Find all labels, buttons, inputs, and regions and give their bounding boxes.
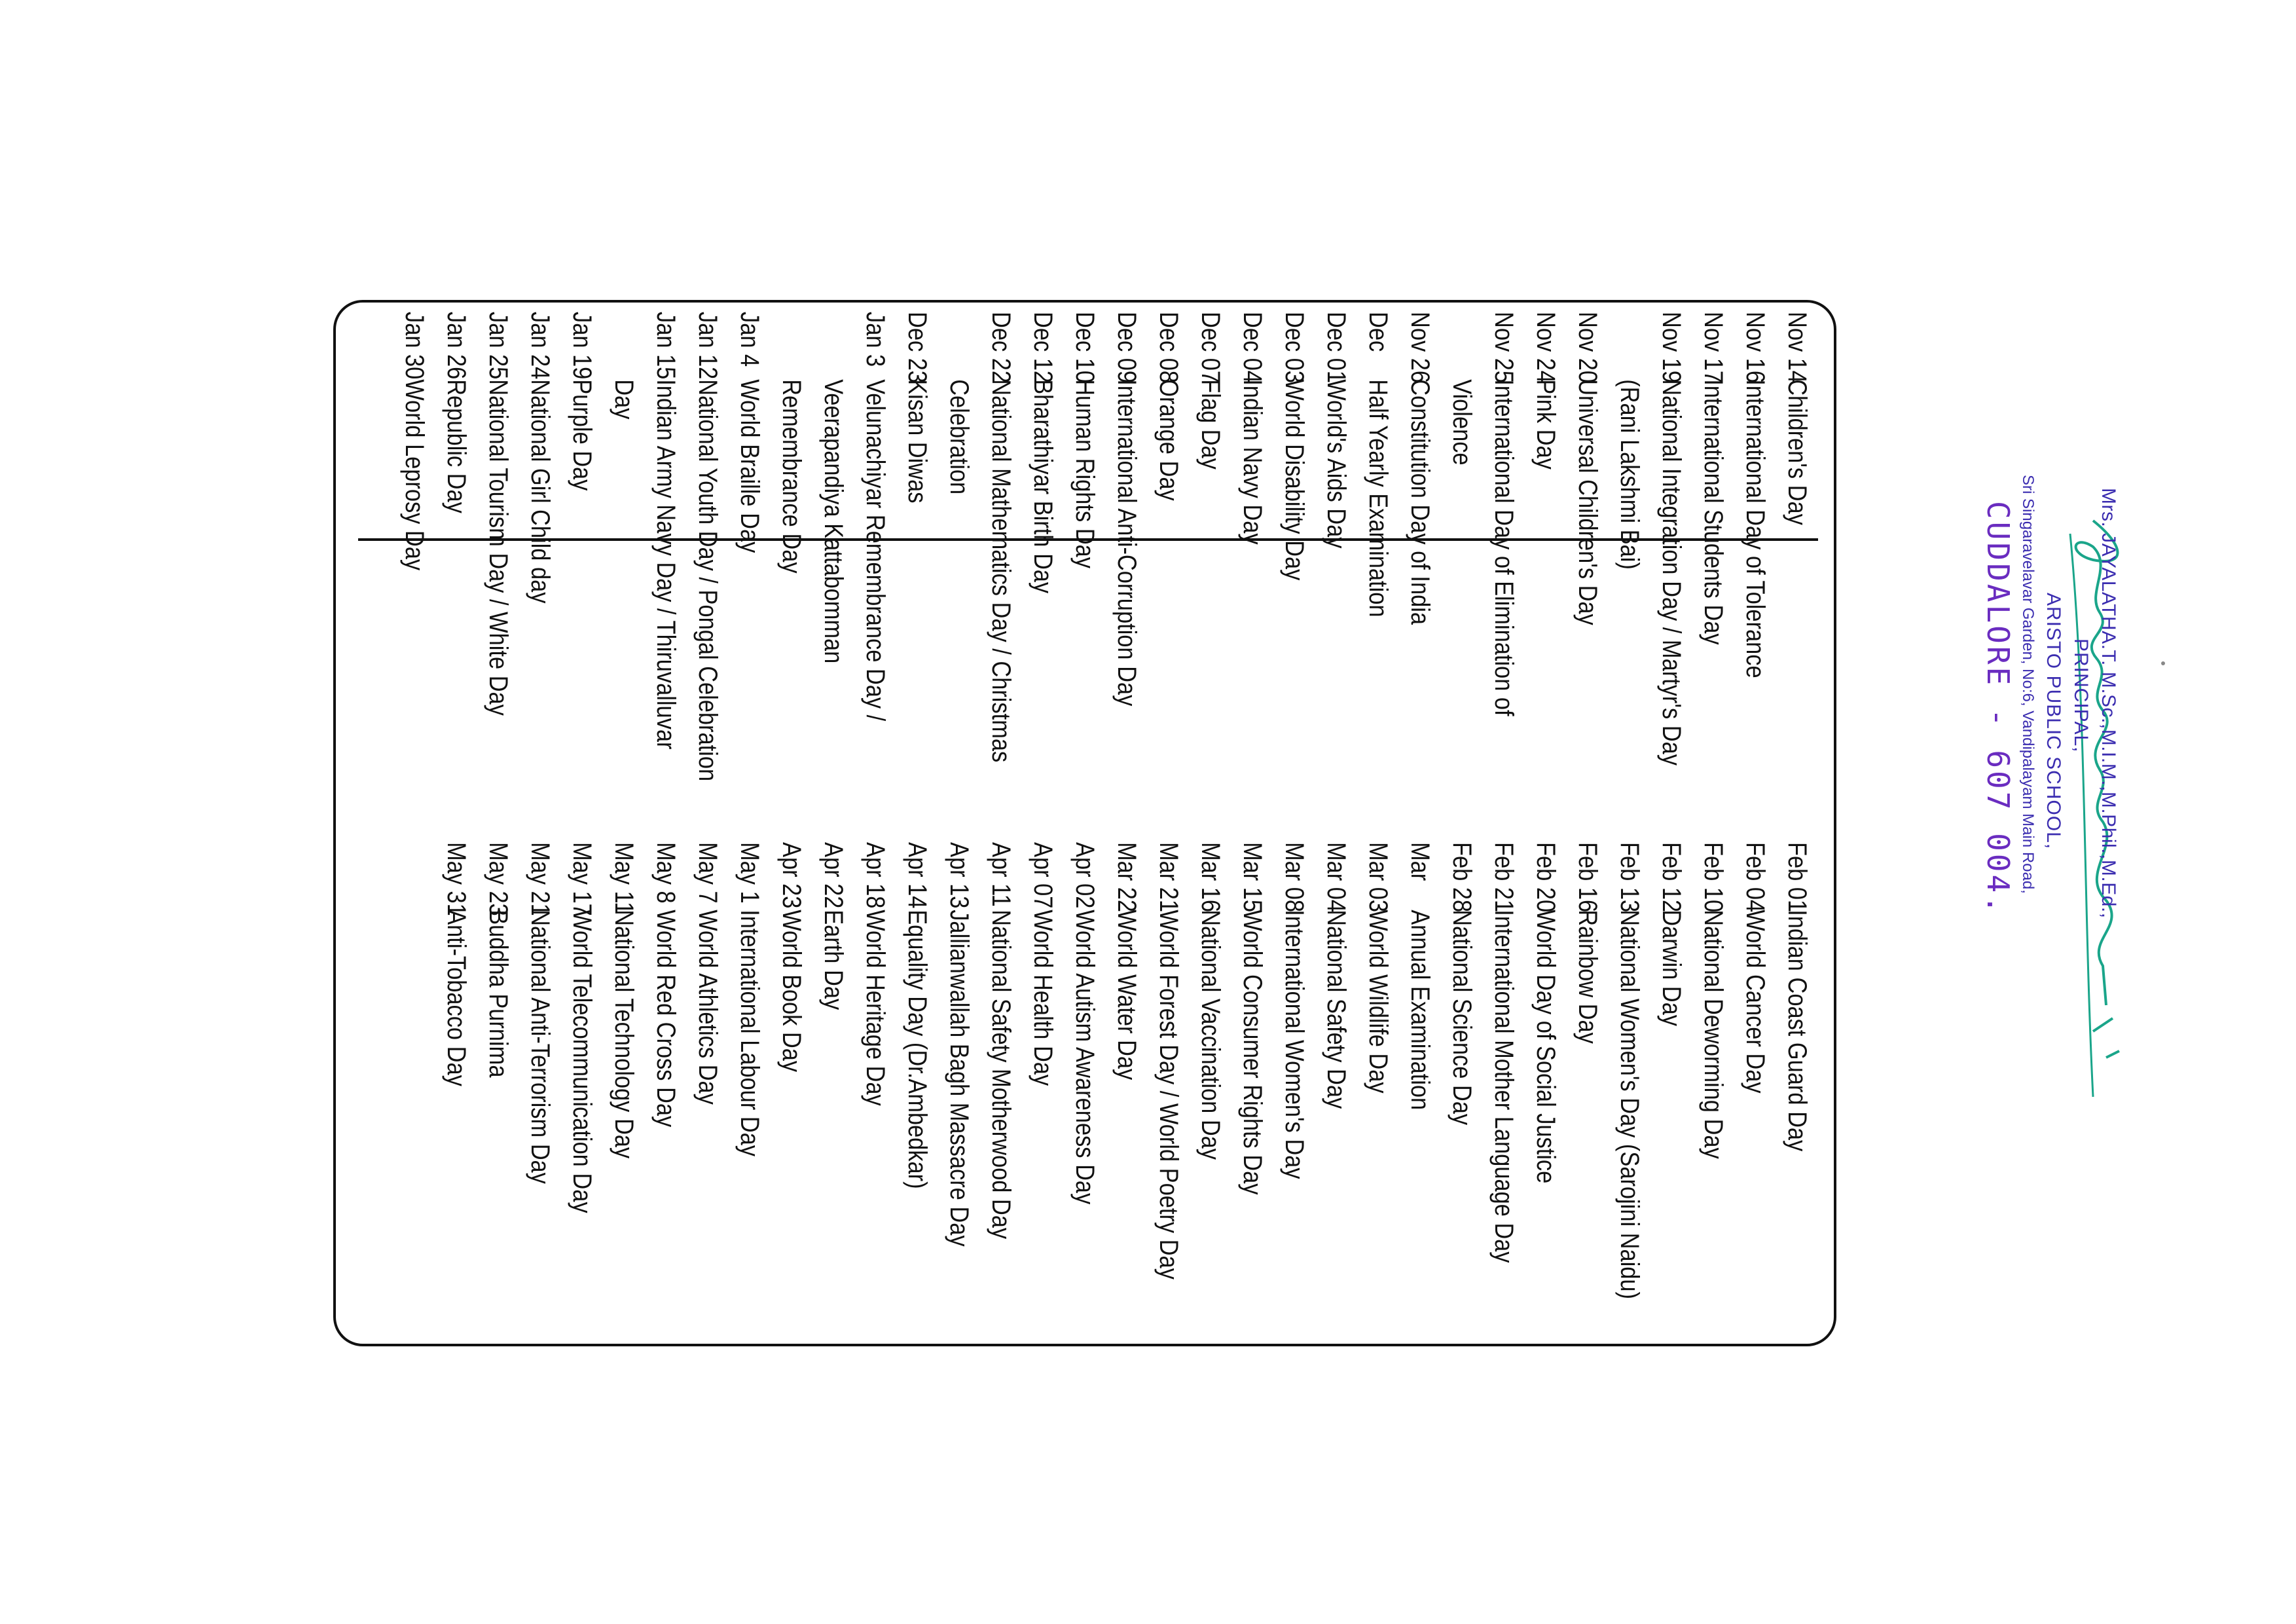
event-row	[812, 842, 854, 1319]
event-row	[1106, 842, 1148, 1319]
event-date: Dec 12	[1029, 312, 1057, 384]
event-date: May 11	[610, 842, 638, 915]
event-date: Nov 16	[1741, 312, 1770, 384]
event-row	[1022, 842, 1064, 1319]
event-date: Feb 20	[1531, 842, 1560, 913]
event-date: Feb 12	[1657, 842, 1686, 913]
event-date: Nov 26	[1406, 312, 1434, 384]
event-date: May 23	[484, 842, 513, 916]
event-row	[1190, 842, 1231, 1319]
event-row	[1190, 312, 1231, 788]
event-row	[729, 842, 771, 1319]
event-row	[1106, 312, 1148, 788]
stamp-school: ARISTO PUBLIC SCHOOL,	[2043, 593, 2064, 850]
event-row	[1776, 842, 1818, 1319]
event-row	[1231, 312, 1273, 788]
event-date: Apr 22	[819, 842, 848, 909]
event-row	[519, 842, 561, 1319]
event-row	[1734, 312, 1776, 788]
event-date: May 7	[693, 842, 722, 904]
event-date: Feb 28	[1448, 842, 1476, 913]
event-name: National Safety Motherwood Day	[987, 910, 1015, 1240]
event-row	[393, 312, 435, 788]
event-date: Jan 3	[861, 312, 890, 367]
event-row	[1525, 842, 1567, 1319]
event-row	[771, 842, 812, 1319]
event-row	[1567, 312, 1609, 788]
event-name: Flag Day	[1196, 379, 1225, 470]
event-date: Feb 13	[1615, 842, 1644, 913]
event-date: Nov 17	[1699, 312, 1728, 384]
event-date: Jan 25	[484, 312, 513, 380]
event-date: Dec 10	[1070, 312, 1099, 384]
event-date: Dec 01	[1322, 312, 1351, 384]
event-row	[729, 312, 771, 788]
stamp-city: CUDDALORE - 607 004.	[1980, 501, 2016, 916]
event-row	[435, 312, 477, 788]
event-row	[1734, 842, 1776, 1319]
event-date: May 17	[568, 842, 596, 916]
event-row	[519, 312, 561, 788]
event-date: Apr 07	[1029, 842, 1057, 909]
event-name: Rainbow Day	[1573, 910, 1602, 1044]
event-date: Jan 26	[442, 312, 471, 380]
event-row	[896, 312, 938, 788]
event-date: Jan 30	[400, 312, 429, 380]
event-date: May 1	[735, 842, 764, 904]
event-name: International Students Day	[1699, 379, 1728, 645]
event-name: Half Yearly Examination	[1364, 379, 1393, 618]
event-name: National Deworming Day	[1699, 910, 1728, 1159]
event-name: International Anti-Corruption Day	[1112, 379, 1141, 707]
event-date: Dec 22	[987, 312, 1015, 384]
event-row	[771, 312, 896, 788]
event-name: National Girl Child day	[526, 379, 555, 604]
event-row	[687, 312, 729, 788]
event-row	[1650, 842, 1692, 1319]
stamp-title: PRINCIPAL,	[2070, 638, 2092, 753]
event-row	[1692, 312, 1734, 788]
event-name: Jallianwallah Bagh Massacre Day	[945, 910, 974, 1247]
event-name: National Science Day	[1448, 910, 1476, 1126]
event-row	[1148, 312, 1190, 788]
event-name: National Safety Day	[1322, 910, 1351, 1109]
event-row	[1064, 842, 1106, 1319]
event-name: National Vaccination Day	[1196, 910, 1225, 1160]
event-date: Apr 23	[777, 842, 806, 909]
event-date: Mar 16	[1196, 842, 1225, 913]
event-name: World Autism Awareness Day	[1070, 910, 1099, 1205]
event-name: Velunachiyar Remembrance Day / Veerapandiya Kattabomman Remembrance Day	[777, 379, 890, 722]
event-name: World Athletics Day	[693, 910, 722, 1105]
event-date: Apr 18	[861, 842, 890, 909]
event-row	[435, 842, 477, 1319]
event-date: Mar 03	[1364, 842, 1393, 913]
event-row	[1776, 312, 1818, 788]
event-date: May 31	[442, 842, 471, 916]
event-date: Feb 10	[1699, 842, 1728, 913]
event-name: Earth Day	[819, 910, 848, 1010]
event-date: Mar 08	[1280, 842, 1309, 913]
event-date: Mar 04	[1322, 842, 1351, 913]
event-name: National Women's Day (Sarojini Naidu)	[1615, 910, 1644, 1299]
event-row	[477, 842, 519, 1319]
event-name: Republic Day	[442, 379, 471, 513]
event-row	[477, 312, 519, 788]
event-row	[561, 312, 603, 788]
left-events-list	[393, 312, 1818, 790]
event-row	[1273, 312, 1315, 788]
event-date: Mar 15	[1238, 842, 1267, 913]
event-name: Annual Examination	[1406, 910, 1434, 1111]
event-name: Indian Navy Day	[1238, 379, 1267, 545]
event-name: World Braille Day	[735, 379, 764, 553]
event-name: National Anti-Terrorism Day	[526, 910, 555, 1184]
event-name: Indian Coast Guard Day	[1783, 910, 1812, 1152]
event-name: World Water Day	[1112, 910, 1141, 1080]
event-date: Jan 15	[651, 312, 680, 380]
event-name: National Tourism Day / White Day	[484, 379, 513, 716]
event-row	[1441, 312, 1525, 788]
event-date: Dec 08	[1154, 312, 1183, 384]
event-row	[1399, 842, 1441, 1319]
event-row	[1148, 842, 1190, 1319]
event-name: Indian Army Navy Day / Thiruvalluvar Day	[610, 379, 680, 750]
event-date: Feb 21	[1489, 842, 1518, 913]
event-row	[645, 842, 687, 1319]
event-name: World Consumer Rights Day	[1238, 910, 1267, 1195]
event-name: World Red Cross Day	[651, 910, 680, 1128]
event-date: Apr 02	[1070, 842, 1099, 909]
event-row	[1022, 312, 1064, 788]
event-name: Human Rights Day	[1070, 379, 1099, 568]
stamp-address: Sri Singaravelavar Garden, No:6, Vandipalayam Main Road,	[2019, 475, 2037, 894]
event-row	[1441, 842, 1483, 1319]
event-row	[1567, 842, 1609, 1319]
event-date: Nov 14	[1783, 312, 1812, 384]
event-date: Dec 07	[1196, 312, 1225, 384]
event-date: Jan 4	[735, 312, 764, 367]
event-name: National Mathematics Day / Christmas Celebration	[945, 379, 1015, 763]
event-date: Apr 11	[987, 842, 1015, 907]
event-row	[561, 842, 603, 1319]
event-date: Mar	[1406, 842, 1434, 881]
event-name: Darwin Day	[1657, 910, 1686, 1026]
event-date: Feb 01	[1783, 842, 1812, 913]
event-name: Buddha Purnima	[484, 910, 513, 1078]
event-row	[938, 842, 980, 1319]
event-row	[1315, 312, 1357, 788]
event-row	[1399, 312, 1441, 788]
event-name: World Wildlife Day	[1364, 910, 1393, 1094]
event-name: National Integration Day / Martyr's Day (Rani Lakshmi Bai)	[1615, 379, 1686, 766]
event-name: Kisan Diwas	[903, 379, 932, 504]
event-name: National Youth Day / Pongal Celebration	[693, 379, 722, 782]
event-row	[687, 842, 729, 1319]
event-row	[896, 842, 938, 1319]
event-date: Feb 16	[1573, 842, 1602, 913]
event-date: Mar 21	[1154, 842, 1183, 913]
event-name: Equality Day (Dr.Ambedkar)	[903, 910, 932, 1189]
event-date: Dec 04	[1238, 312, 1267, 384]
event-name: World Cancer Day	[1741, 910, 1770, 1094]
event-name: Bharathiyar Birth Day	[1029, 379, 1057, 594]
event-date: Apr 14	[903, 842, 932, 909]
signature-image	[2060, 507, 2132, 1149]
speck	[2161, 661, 2165, 665]
event-date: Mar 22	[1112, 842, 1141, 913]
event-name: World Health Day	[1029, 910, 1057, 1086]
event-name: Anti-Tobacco Day	[442, 910, 471, 1086]
event-row	[1273, 842, 1315, 1319]
event-row	[1692, 842, 1734, 1319]
event-row	[1064, 312, 1106, 788]
event-name: World Disability Day	[1280, 379, 1309, 581]
principal-stamp	[1962, 475, 2119, 1208]
event-name: Universal Children's Day	[1573, 379, 1602, 625]
event-name: Pink Day	[1531, 379, 1560, 470]
event-name: World Leprosy Day	[400, 379, 429, 571]
event-date: Jan 19	[568, 312, 596, 380]
event-row	[1357, 312, 1399, 788]
event-name: World Day of Social Justice	[1531, 910, 1560, 1184]
event-date: Nov 19	[1657, 312, 1686, 384]
event-row	[603, 842, 645, 1319]
event-name: World Book Day	[777, 910, 806, 1073]
event-name: Children's Day	[1783, 379, 1812, 525]
event-row	[1609, 842, 1650, 1319]
signature	[2060, 507, 2132, 1149]
event-name: World Heritage Day	[861, 910, 890, 1106]
event-name: World Forest Day / World Poetry Day	[1154, 910, 1183, 1280]
event-name: World Telecommunication Day	[568, 910, 596, 1213]
event-row	[980, 842, 1022, 1319]
event-date: Dec 23	[903, 312, 932, 384]
event-date: Nov 25	[1489, 312, 1518, 384]
event-row	[1525, 312, 1567, 788]
stamp-name: Mrs. JAYALATHA.T. M.Sc.,M.I.M.,M.Phil.,M.Ed.,	[2098, 488, 2119, 919]
event-date: Dec 03	[1280, 312, 1309, 384]
event-row	[1483, 842, 1525, 1319]
event-date: Dec	[1364, 312, 1393, 352]
event-row	[1357, 842, 1399, 1319]
event-name: Constitution Day of India	[1406, 379, 1434, 625]
event-name: International Women's Day	[1280, 910, 1309, 1179]
event-row	[1231, 842, 1273, 1319]
event-row	[938, 312, 1022, 788]
event-date: May 8	[651, 842, 680, 904]
event-date: Apr 13	[945, 842, 974, 909]
event-name: National Technology Day	[610, 910, 638, 1159]
event-date: Dec 09	[1112, 312, 1141, 384]
event-name: International Labour Day	[735, 910, 764, 1156]
event-name: International Day of Elimination of Violence	[1448, 379, 1518, 716]
right-events-list	[435, 842, 1818, 1320]
event-date: Feb 04	[1741, 842, 1770, 913]
event-date: Jan 24	[526, 312, 555, 380]
event-row	[1609, 312, 1692, 788]
event-name: International Mother Language Day	[1489, 910, 1518, 1263]
event-date: Jan 12	[693, 312, 722, 380]
event-row	[603, 312, 687, 788]
event-name: World's Aids Day	[1322, 379, 1351, 549]
event-row	[1315, 842, 1357, 1319]
event-date: May 21	[526, 842, 555, 916]
event-date: Nov 24	[1531, 312, 1560, 384]
event-name: International Day of Tolerance	[1741, 379, 1770, 678]
event-date: Nov 20	[1573, 312, 1602, 384]
event-name: Purple Day	[568, 379, 596, 491]
event-row	[854, 842, 896, 1319]
event-name: Orange Day	[1154, 379, 1183, 501]
